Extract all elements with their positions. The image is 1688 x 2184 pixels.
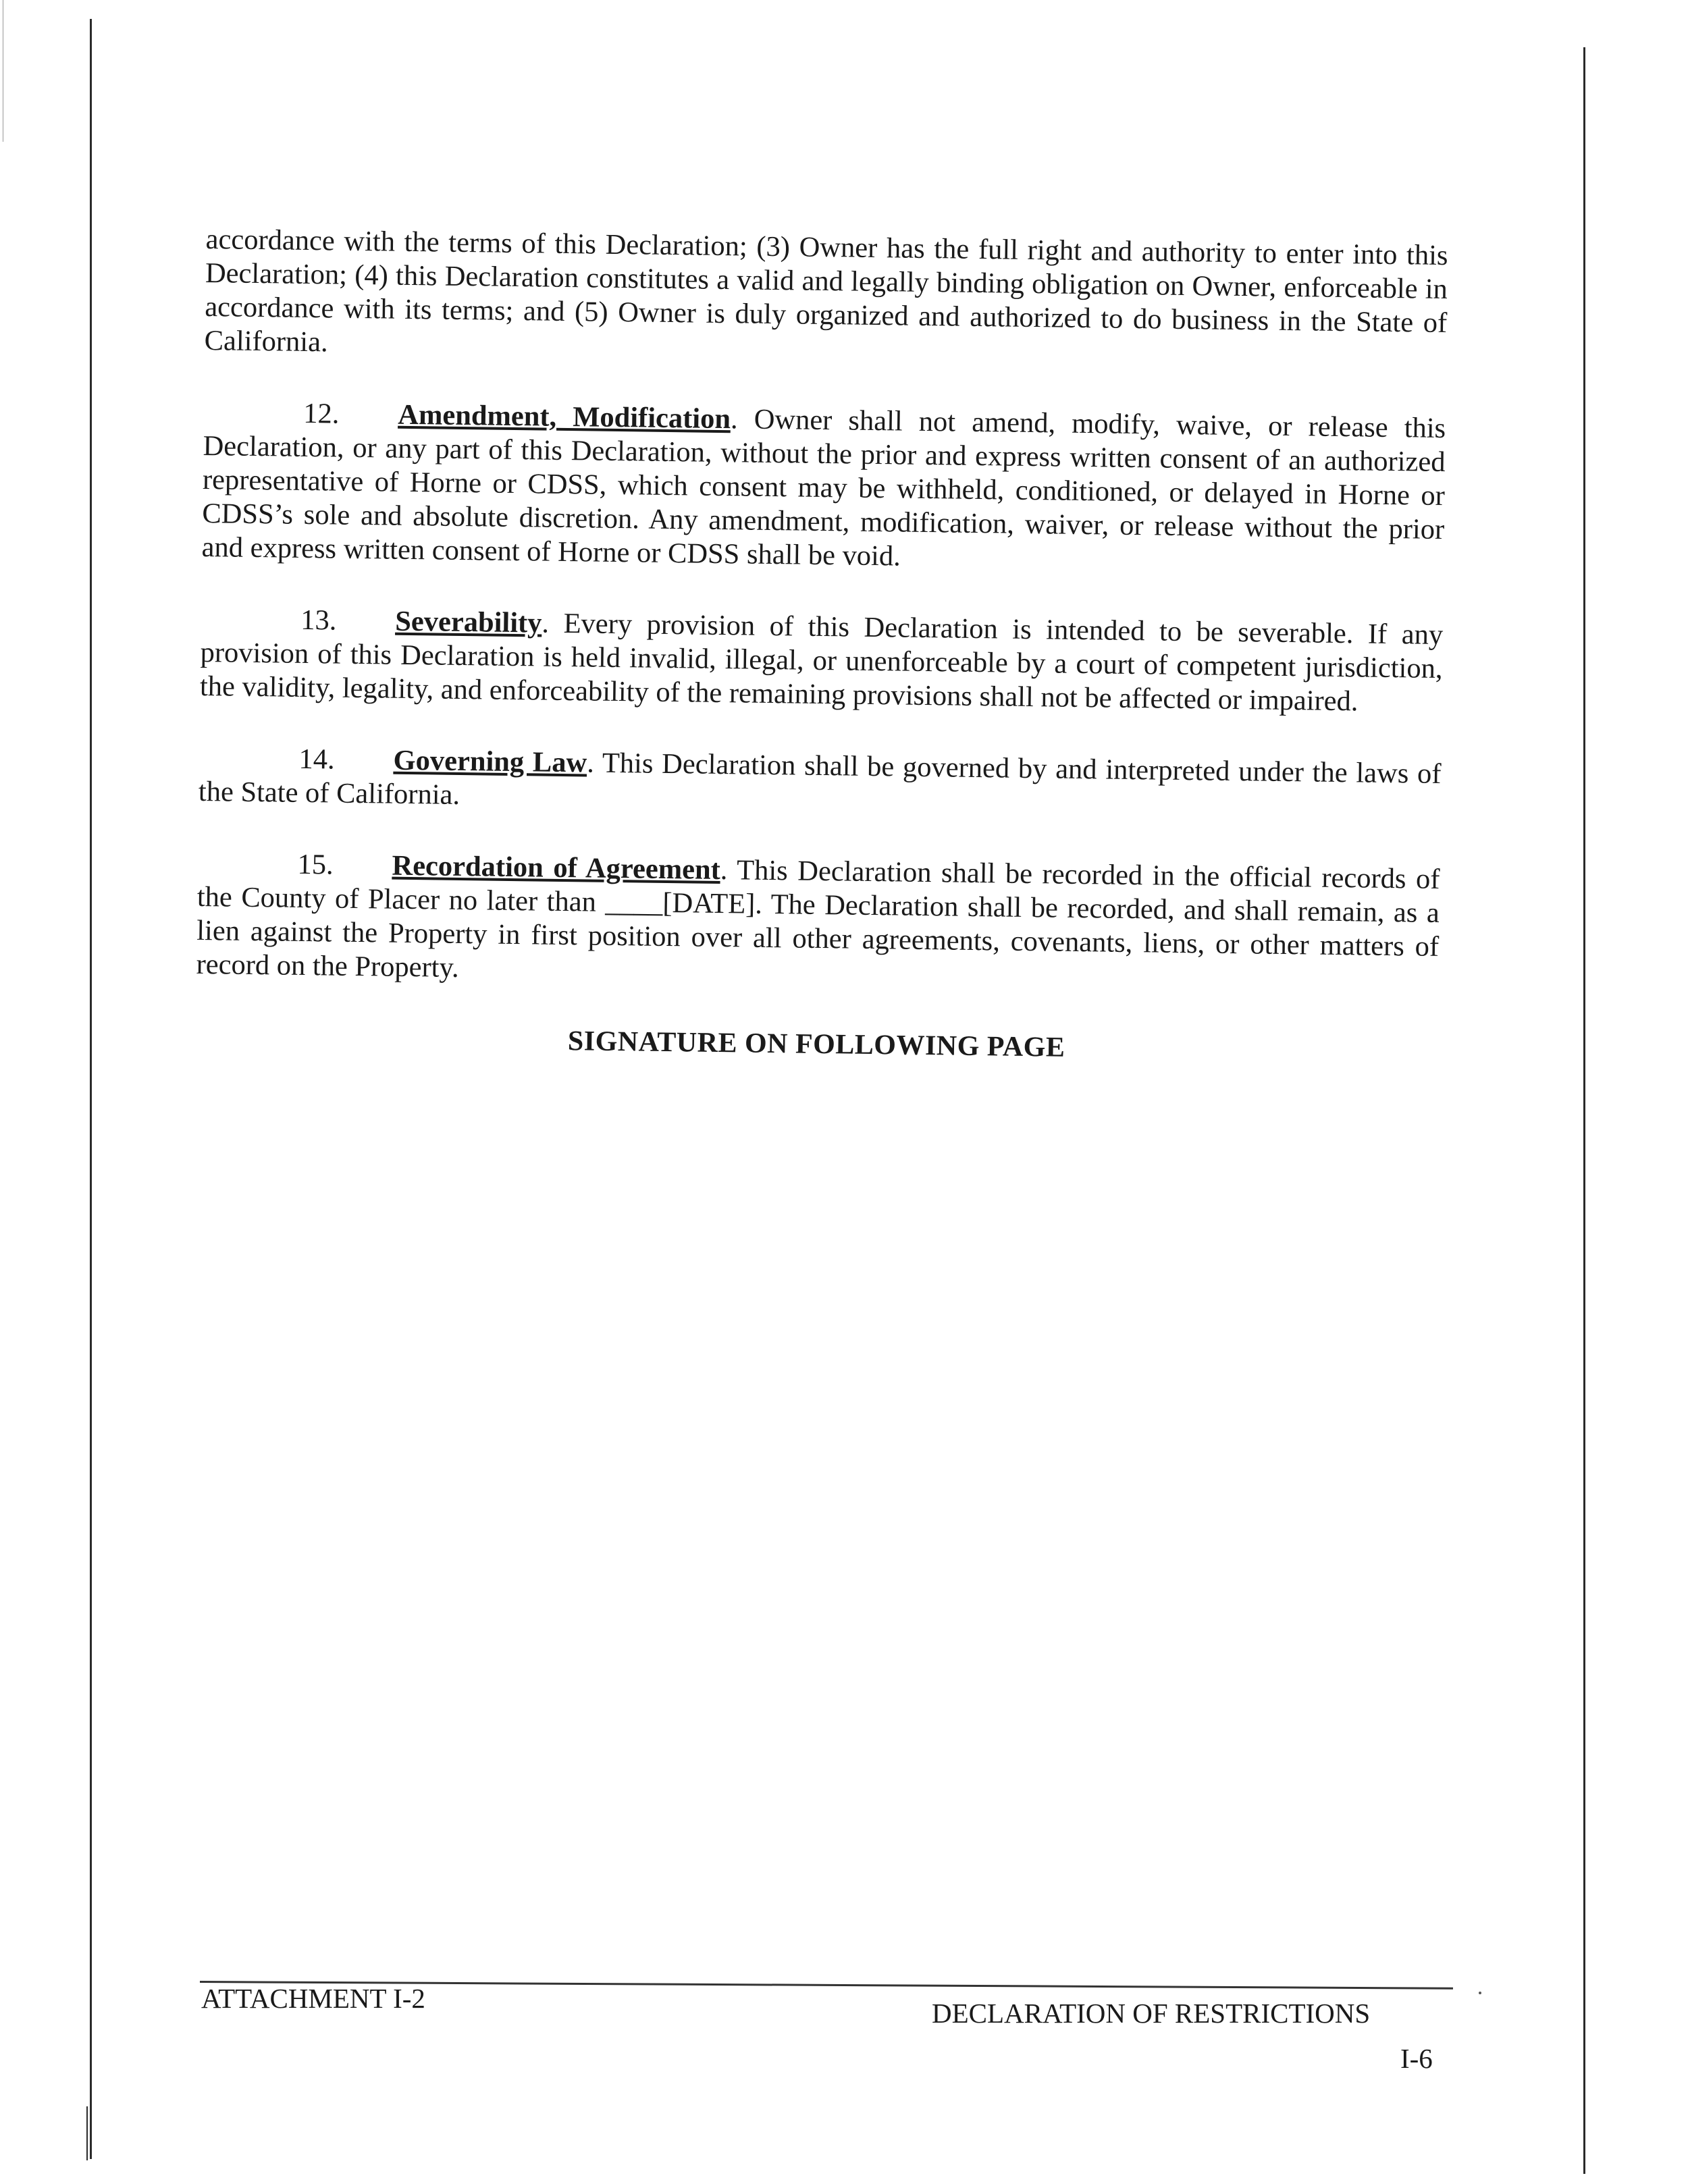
footer-attachment-label: ATTACHMENT I-2: [201, 1983, 425, 2014]
continuation-text: accordance with the terms of this Declaration; (3) Owner has the full right and authority to enter into this Declaration; (4) this Declaration constitutes a valid and legally binding obligation on Owner, enforceable in accordance with its terms; and (5) Owner is duly organized and authorized to do business in the State of California.: [204, 223, 1448, 358]
footer-document-title: DECLARATION OF RESTRICTIONS: [932, 1998, 1371, 2029]
scan-speck: [1479, 1992, 1481, 1994]
section-heading: Severability: [394, 605, 542, 639]
section-text: . Owner shall not amend, modify, waive, or release this Declaration, or any part of this Declaration, without the prior and express written consent of an authorized representative of Horne or CDSS, which consent may be withheld, conditioned, or delayed in Horne or CDSS’s sole and absolute discretion. Any amendment, modification, waiver, or release without the prior and express written consent of Horne or CDSS shall be void.: [201, 403, 1446, 572]
section-number: 12.: [303, 397, 340, 430]
section-12: [201, 396, 1446, 581]
section-14: [199, 741, 1442, 825]
section-heading: Amendment, Modification: [397, 398, 731, 435]
signature-note: SIGNATURE ON FOLLOWING PAGE: [567, 1026, 1065, 1063]
section-heading: Governing Law: [393, 744, 587, 779]
scan-edge-right: [1583, 47, 1585, 2174]
section-heading: Recordation of Agreement: [392, 849, 721, 886]
section-number: 14.: [298, 743, 336, 776]
section-13: [200, 602, 1444, 720]
scan-edge-left-gap: [86, 2106, 88, 2160]
section-text: . This Declaration shall be recorded in the official records of the County of Placer no later than ____[DATE]. The Declaration shall be recorded, and shall remain, as a lien against the Property in first position over all other agreements, covenants, liens, or other matters of record on the Property.: [196, 854, 1440, 984]
continuation-paragraph: [204, 223, 1448, 374]
section-number: 15.: [297, 848, 334, 881]
page-number: I-6: [1400, 2043, 1433, 2074]
scan-edge-left: [90, 19, 92, 2159]
section-text: . Every provision of this Declaration is intended to be severable. If any provision of this Declaration is held invalid, illegal, or unenforceable by a court of competent jurisdiction, the validity, legality, and enforceability of the remaining provisions shall not be affected or impaired.: [199, 607, 1444, 718]
section-text: . This Declaration shall be governed by and interpreted under the laws of the State of California.: [198, 747, 1442, 811]
section-number: 13.: [300, 604, 337, 637]
section-15: [196, 847, 1440, 998]
document-body: [195, 223, 1448, 1069]
